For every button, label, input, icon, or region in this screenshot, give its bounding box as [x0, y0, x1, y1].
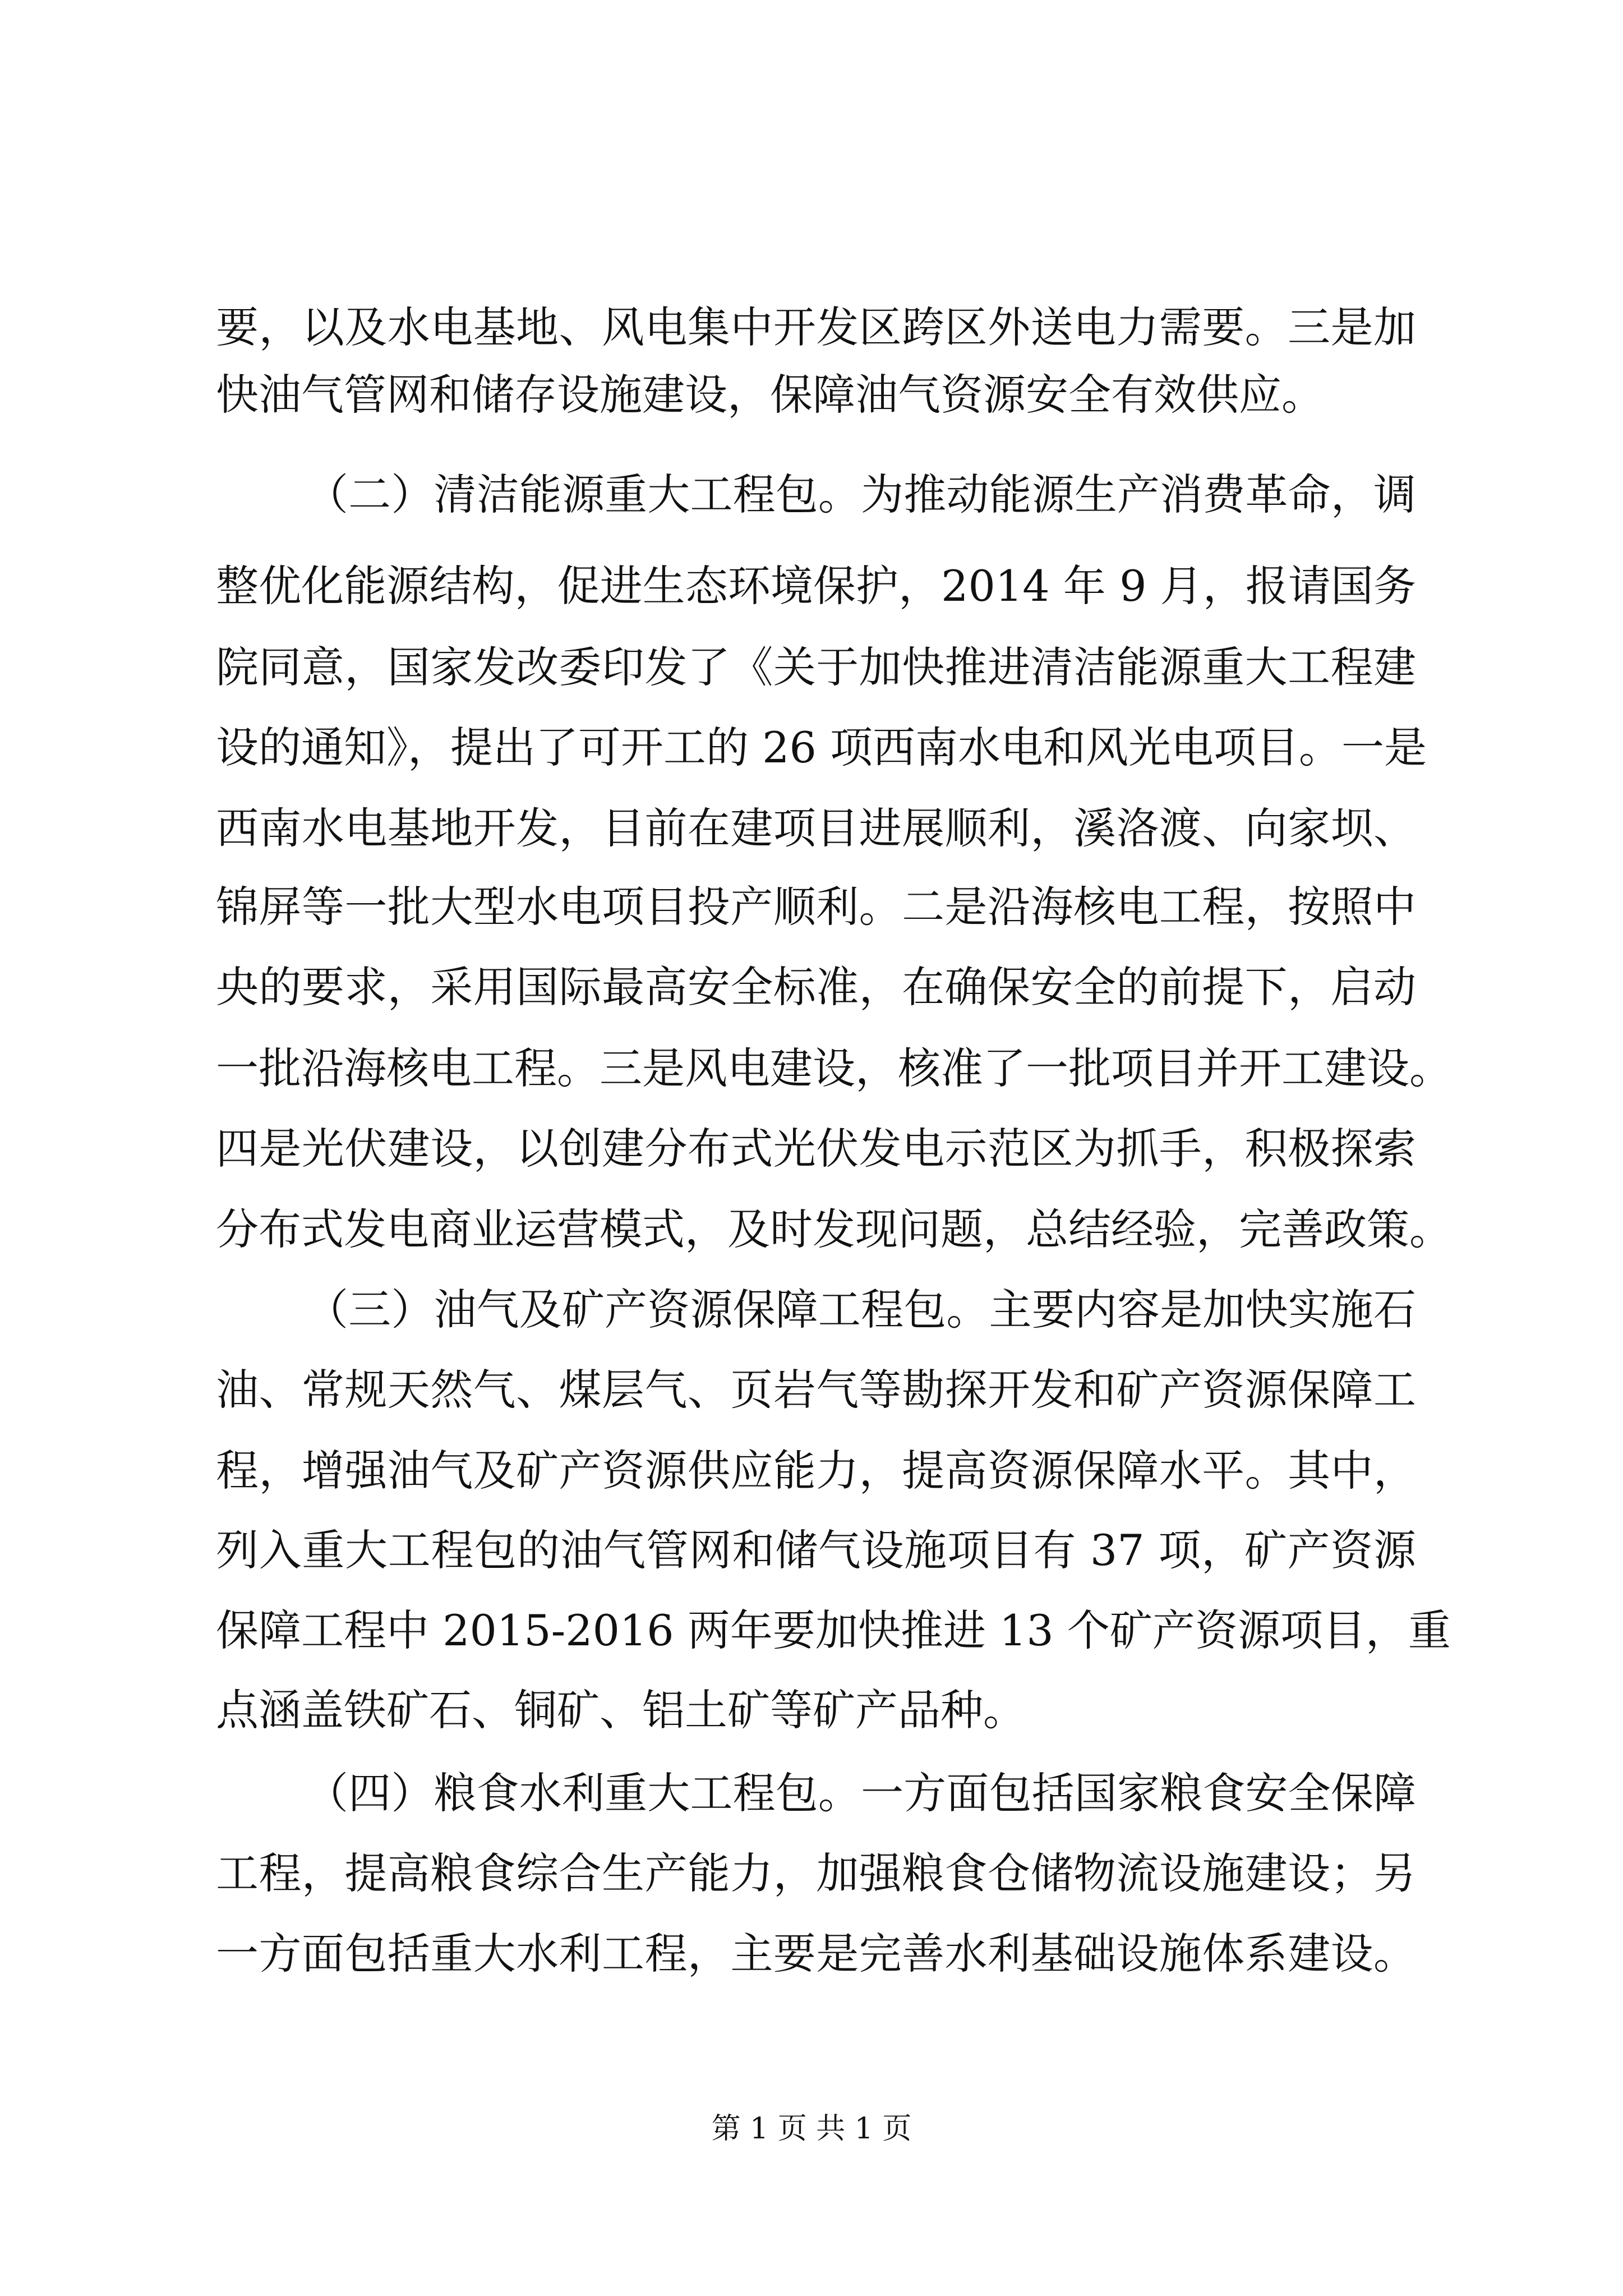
- text-line-7: 西南水电基地开发，目前在建项目进展顺利，溪洛渡、向家坝、: [216, 803, 1416, 853]
- text-line-1: 要，以及水电基地、风电集中开发区跨区外送电力需要。三是加: [216, 302, 1416, 352]
- text-line-16: 列入重大工程包的油气管网和储气设施项目有 37 项，矿产资源: [216, 1525, 1416, 1575]
- text-line-20: 工程，提高粮食综合生产能力，加强粮食仓储物流设施建设；另: [216, 1848, 1416, 1898]
- text-line-11: 四是光伏建设，以创建分布式光伏发电示范区为抓手，积极探索: [216, 1124, 1416, 1174]
- text-line-14: 油、常规天然气、煤层气、页岩气等勘探开发和矿产资源保障工: [216, 1365, 1416, 1415]
- page-number-footer: 第 1 页 共 1 页: [711, 2112, 912, 2146]
- text-line-9: 央的要求，采用国际最高安全标准，在确保安全的前提下，启动: [216, 962, 1416, 1012]
- text-line-2: 快油气管网和储存设施建设，保障油气资源安全有效供应。: [216, 370, 1324, 420]
- text-line-5: 院同意，国家发改委印发了《关于加快推进清洁能源重大工程建: [216, 642, 1416, 692]
- text-line-19: （四）粮食水利重大工程包。一方面包括国家粮食安全保障: [306, 1768, 1416, 1818]
- text-line-4: 整优化能源结构，促进生态环境保护，2014 年 9 月，报请国务: [216, 561, 1416, 611]
- text-line-15: 程，增强油气及矿产资源供应能力，提高资源保障水平。其中，: [216, 1446, 1416, 1496]
- text-line-3: （二）清洁能源重大工程包。为推动能源生产消费革命，调: [306, 470, 1416, 519]
- text-line-8: 锦屏等一批大型水电项目投产顺利。二是沿海核电工程，按照中: [216, 882, 1416, 932]
- text-line-12: 分布式发电商业运营模式，及时发现问题，总结经验，完善政策。: [216, 1204, 1452, 1254]
- text-line-17: 保障工程中 2015-2016 两年要加快推进 13 个矿产资源项目，重: [216, 1605, 1451, 1655]
- text-line-10: 一批沿海核电工程。三是风电建设，核准了一批项目并开工建设。: [216, 1043, 1452, 1093]
- text-line-21: 一方面包括重大水利工程，主要是完善水利基础设施体系建设。: [216, 1929, 1416, 1978]
- text-line-13: （三）油气及矿产资源保障工程包。主要内容是加快实施石: [306, 1285, 1416, 1335]
- text-line-6: 设的通知》，提出了可开工的 26 项西南水电和风光电项目。一是: [216, 723, 1427, 772]
- text-line-18: 点涵盖铁矿石、铜矿、铝土矿等矿产品种。: [216, 1685, 1026, 1735]
